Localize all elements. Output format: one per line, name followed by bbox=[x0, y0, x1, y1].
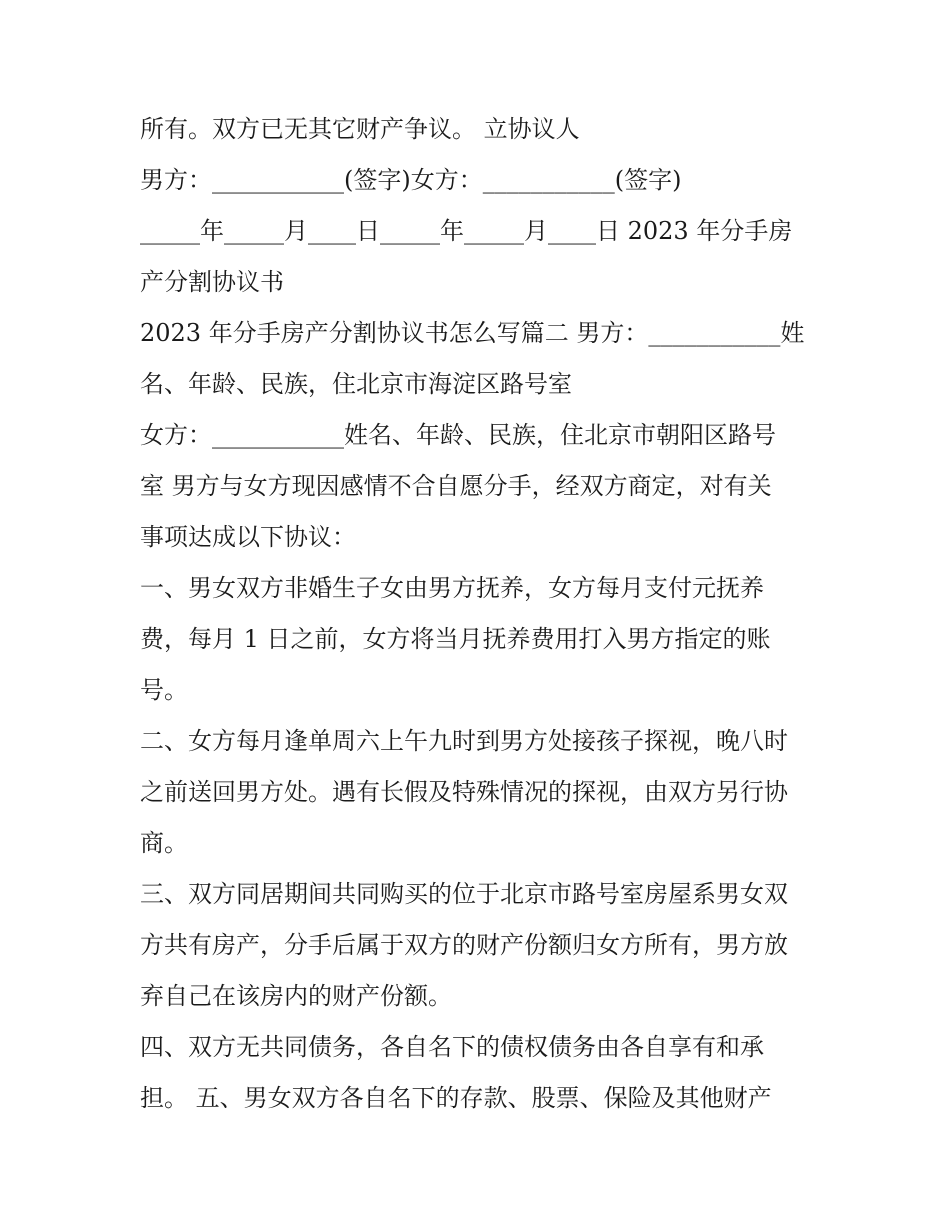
text-line-6: 名、年龄、民族，住北京市海淀区路号室 bbox=[140, 370, 572, 398]
clause-2-line-3: 商。 bbox=[140, 829, 188, 857]
text-line-4: 产分割协议书 bbox=[140, 268, 284, 296]
clause-4-line-2: 担。 五、男女双方各自名下的存款、股票、保险及其他财产 bbox=[140, 1084, 772, 1112]
section-heading-line: 2023 年分手房产分割协议书怎么写篇二 男方：___________姓 bbox=[140, 319, 805, 347]
clause-3-line-3: 弃自己在该房内的财产份额。 bbox=[140, 982, 452, 1010]
text-line-7: 女方：___________姓名、年龄、民族，住北京市朝阳区路号 bbox=[140, 421, 776, 449]
clause-1-line-3: 号。 bbox=[140, 676, 188, 704]
text-line-9: 事项达成以下协议： bbox=[140, 523, 356, 551]
clause-3-line-1: 三、双方同居期间共同购买的位于北京市路号室房屋系男女双 bbox=[140, 880, 788, 908]
text-line-1: 所有。双方已无其它财产争议。 立协议人 bbox=[140, 115, 580, 143]
clause-2-line-2: 之前送回男方处。遇有长假及特殊情况的探视，由双方另行协 bbox=[140, 778, 788, 806]
text-line-8: 室 男方与女方现因感情不合自愿分手，经双方商定，对有关 bbox=[140, 472, 772, 500]
date-line: _____年_____月____日_____年_____月____日 2023 年分手房 bbox=[140, 217, 793, 245]
clause-2-line-1: 二、女方每月逢单周六上午九时到男方处接孩子探视，晚八时 bbox=[140, 727, 788, 755]
clause-4-line-1: 四、双方无共同债务，各自名下的债权债务由各自享有和承 bbox=[140, 1033, 764, 1061]
clause-1-line-2: 费，每月 1 日之前，女方将当月抚养费用打入男方指定的账 bbox=[140, 625, 771, 653]
clause-3-line-2: 方共有房产，分手后属于双方的财产份额归女方所有，男方放 bbox=[140, 931, 788, 959]
clause-1-line-1: 一、男女双方非婚生子女由男方抚养，女方每月支付元抚养 bbox=[140, 574, 764, 602]
signature-line: 男方：___________(签字)女方：___________(签字) bbox=[140, 166, 682, 194]
